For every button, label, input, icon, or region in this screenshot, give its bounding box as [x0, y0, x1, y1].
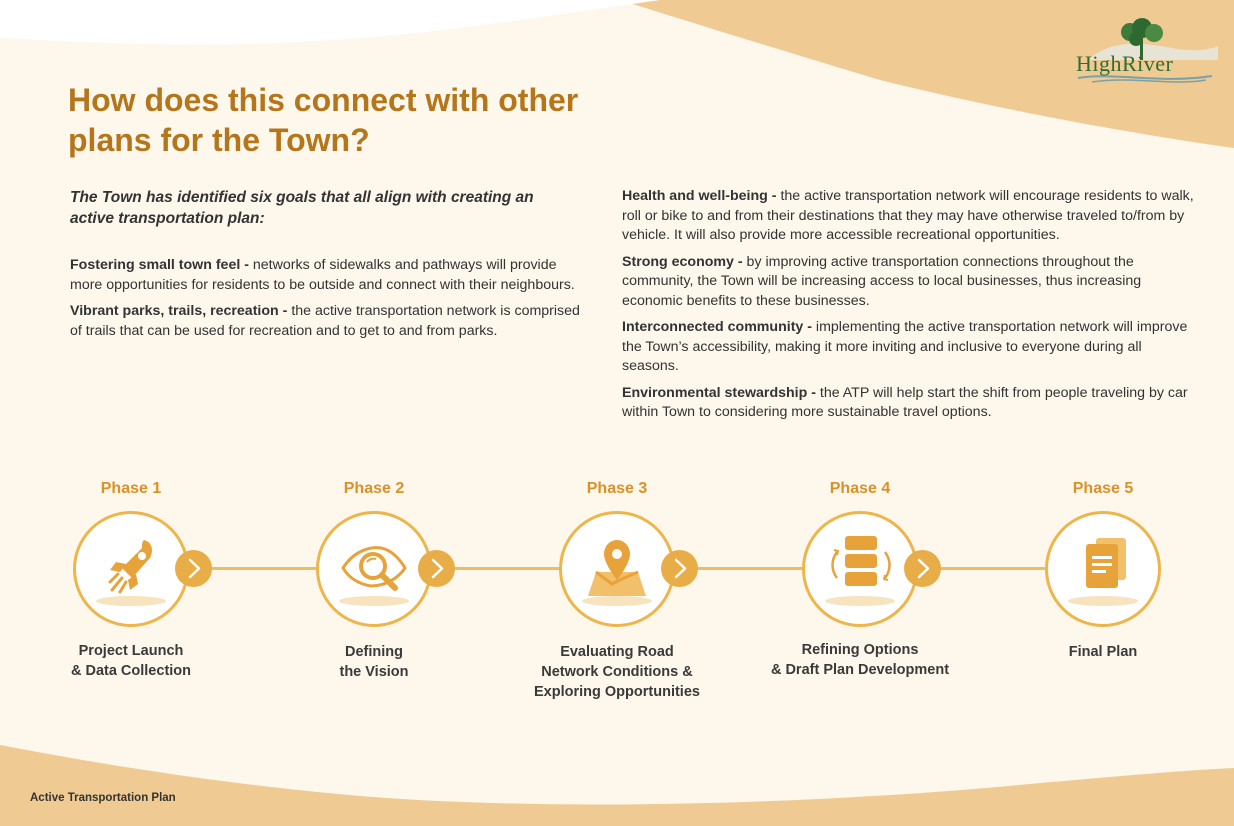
goal-item — [622, 187, 1197, 246]
map-pin-icon — [572, 524, 662, 614]
goal-title: Environmental stewardship - — [622, 384, 816, 401]
chevron-right-icon — [661, 550, 698, 587]
goal-item — [622, 253, 1197, 312]
stack-refresh-icon — [815, 524, 905, 614]
next-arrow — [418, 550, 455, 587]
phase-title: Phase 3 — [586, 480, 648, 497]
eye-magnifier-icon — [329, 524, 419, 614]
chevron-right-icon — [175, 550, 212, 587]
goal-text: implementing the active transportation network will improve the Town’s accessibility, making it more inviting and inclusive to everyone during all seasons. — [622, 319, 1188, 374]
phase-label: Project Launch & Data Collection — [70, 643, 192, 679]
high-river-logo — [1072, 18, 1222, 88]
next-arrow — [175, 550, 212, 587]
next-arrow — [661, 550, 698, 587]
phase-icon-circle — [559, 511, 675, 627]
goal-item — [70, 256, 580, 295]
goal-item — [622, 318, 1197, 377]
phase-label: Final Plan — [1068, 644, 1138, 660]
rocket-icon — [86, 524, 176, 614]
goal-text: by improving active transportation connections throughout the community, the Town will be increasing access to local businesses, thus increasing economic benefits to these businesses. — [622, 253, 1142, 309]
goals-right-column — [622, 187, 1197, 430]
goal-title: Fostering small town feel - — [70, 257, 249, 273]
document-icon — [1058, 524, 1148, 614]
goal-text: the active transportation network will encourage residents to walk, roll or bike to and from their destinations that they may have otherwise traveled to/from by vehicle. It will also provide more accessible recreational opportunities. — [622, 188, 1194, 243]
intro-text: The Town has identified six goals that all align with creating an active transportation plan: — [70, 189, 534, 227]
goal-title: Strong economy - — [622, 253, 743, 270]
goal-item — [622, 384, 1197, 423]
phase-title: Phase 2 — [343, 480, 405, 497]
footer-label: Active Transportation Plan — [30, 792, 176, 804]
goal-text: the ATP will help start the shift from people traveling by car within Town to considering more sustainable travel options. — [622, 384, 1188, 420]
goal-title: Health and well-being - — [622, 188, 777, 204]
chevron-right-icon — [418, 550, 455, 587]
goal-text: networks of sidewalks and pathways will provide more opportunities for residents to be outside and connect with their neighbours. — [70, 257, 575, 293]
phase-title: Phase 5 — [1072, 480, 1134, 497]
phase-icon-circle — [73, 511, 189, 627]
goals-left-column — [70, 256, 580, 348]
goal-title: Interconnected community - — [622, 319, 812, 335]
phase-icon-circle — [802, 511, 918, 627]
next-arrow — [904, 550, 941, 587]
phase-label: Defining the Vision — [339, 644, 409, 680]
goal-text: the active transportation network is comprised of trails that can be used for recreation and to get to and from parks. — [70, 303, 580, 339]
goal-item — [70, 302, 580, 341]
chevron-right-icon — [904, 550, 941, 587]
page-title: How does this connect with other plans for the Town? — [68, 82, 579, 158]
phase-title: Phase 4 — [829, 480, 891, 497]
logo-text: HighRiver — [1076, 51, 1174, 76]
phase-icon-circle — [1045, 511, 1161, 627]
phase-label: Evaluating Road Network Conditions & Exploring Opportunities — [534, 644, 700, 700]
goal-title: Vibrant parks, trails, recreation - — [70, 303, 288, 319]
phase-label: Refining Options & Draft Plan Development — [770, 642, 950, 678]
phase-title: Phase 1 — [100, 480, 162, 497]
phase-icon-circle — [316, 511, 432, 627]
